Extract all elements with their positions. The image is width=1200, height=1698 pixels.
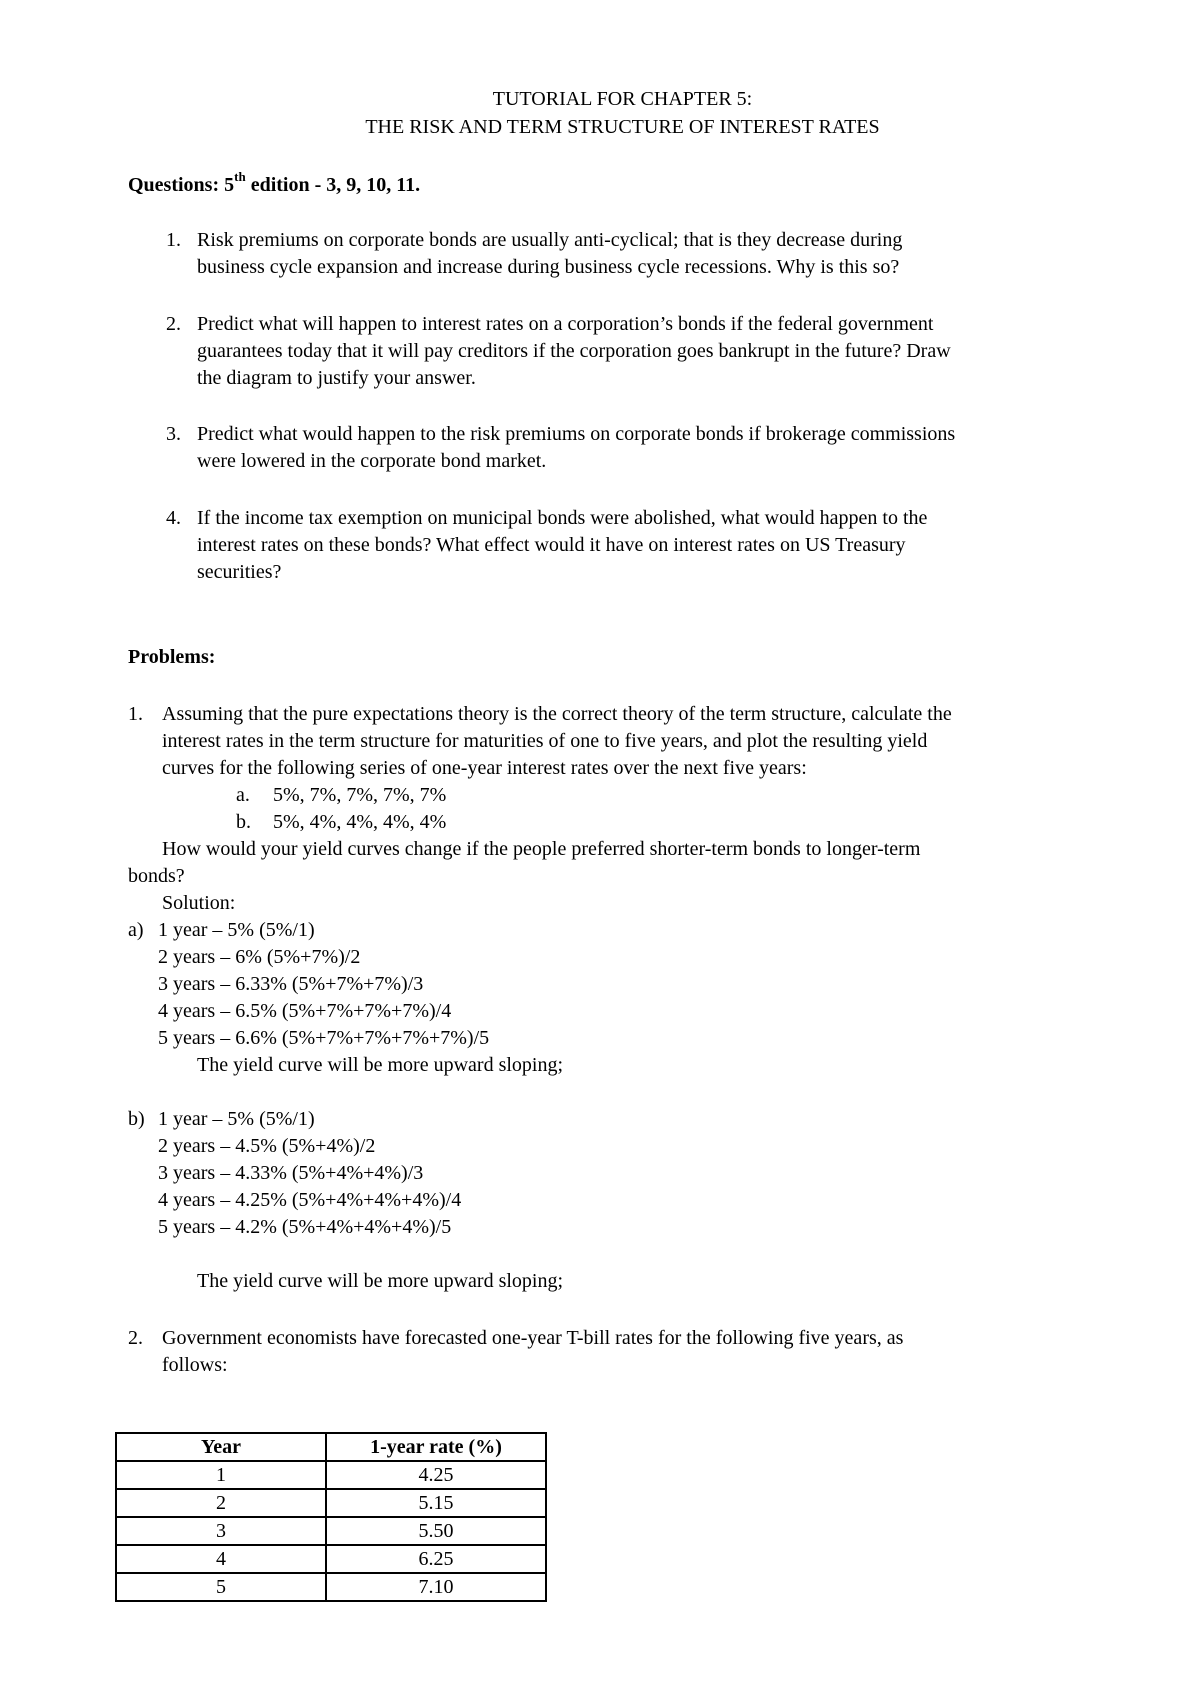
problem-1-sub-b: 5%, 4%, 4%, 4%, 4% [273,811,447,833]
question-3-line-1: Predict what would happen to the risk premiums on corporate bonds if brokerage commissions [197,423,956,445]
table-header-rate: 1-year rate (%) [326,1433,546,1461]
solution-a-label: a) [128,919,144,941]
title-line-1: TUTORIAL FOR CHAPTER 5: [492,88,753,110]
table-row [116,1461,546,1489]
problems-heading: Problems: [128,646,216,668]
table-cell-rate: 5.50 [326,1517,546,1545]
question-1-line-1: Risk premiums on corporate bonds are usually anti-cyclical; that is they decrease during [197,229,903,251]
table-header-year: Year [116,1433,326,1461]
question-3-line-2: were lowered in the corporate bond market. [197,450,547,472]
solution-b-line: 1 year – 5% (5%/1) [158,1108,315,1130]
problem-1-line-3: curves for the following series of one-year interest rates over the next five years: [162,757,807,779]
question-4-line-3: securities? [197,561,282,583]
solution-a-line: 2 years – 6% (5%+7%)/2 [158,946,361,968]
problem-2-line-2: follows: [162,1354,228,1376]
problem-1-line-1: Assuming that the pure expectations theory is the correct theory of the term structure, calculate the [162,703,952,725]
question-3-number: 3. [166,423,181,445]
table-cell-year: 4 [116,1545,326,1573]
table-cell-year: 2 [116,1489,326,1517]
problem-1-sub-b-label: b. [236,811,251,833]
question-2-line-2: guarantees today that it will pay creditors if the corporation goes bankrupt in the future? Draw [197,340,951,362]
question-4-number: 4. [166,507,181,529]
table-row [116,1517,546,1545]
question-2-number: 2. [166,313,181,335]
questions-heading: Questions: 5th edition - 3, 9, 10, 11. [128,169,421,196]
problem-1-question-line-1: How would your yield curves change if the people preferred shorter-term bonds to longer-term [162,838,921,860]
solution-b-line: 5 years – 4.2% (5%+4%+4%+4%)/5 [158,1216,452,1238]
solution-a-note: The yield curve will be more upward sloping; [197,1054,564,1076]
question-4-line-1: If the income tax exemption on municipal bonds were abolished, what would happen to the [197,507,928,529]
table-cell-rate: 5.15 [326,1489,546,1517]
table-cell-year: 1 [116,1461,326,1489]
solution-b-line: 4 years – 4.25% (5%+4%+4%+4%)/4 [158,1189,462,1211]
question-1-line-2: business cycle expansion and increase during business cycle recessions. Why is this so? [197,256,900,278]
problem-2-line-1: Government economists have forecasted one-year T-bill rates for the following five years, as [162,1327,904,1349]
table-header-row [116,1433,546,1461]
solution-a-line: 5 years – 6.6% (5%+7%+7%+7%+7%)/5 [158,1027,490,1049]
table-row [116,1573,546,1601]
problem-1-sub-a: 5%, 7%, 7%, 7%, 7% [273,784,447,806]
question-1-number: 1. [166,229,181,251]
solution-b-line: 2 years – 4.5% (5%+4%)/2 [158,1135,376,1157]
problem-1-number: 1. [128,703,143,725]
solution-b-line: 3 years – 4.33% (5%+4%+4%)/3 [158,1162,424,1184]
solution-a-line: 4 years – 6.5% (5%+7%+7%+7%)/4 [158,1000,452,1022]
t-bill-rates-table [115,1432,547,1602]
question-2-line-1: Predict what will happen to interest rates on a corporation’s bonds if the federal government [197,313,934,335]
problem-1-line-2: interest rates in the term structure for maturities of one to five years, and plot the resulting yield [162,730,928,752]
table-cell-year: 3 [116,1517,326,1545]
table-row [116,1545,546,1573]
table-cell-rate: 6.25 [326,1545,546,1573]
problem-1-question-line-2: bonds? [128,865,185,887]
solution-b-label: b) [128,1108,145,1130]
problem-1-sub-a-label: a. [236,784,250,806]
title-line-2: THE RISK AND TERM STRUCTURE OF INTEREST RATES [365,116,880,138]
solution-a-line: 3 years – 6.33% (5%+7%+7%)/3 [158,973,424,995]
solution-label: Solution: [162,892,236,914]
solution-b-note: The yield curve will be more upward sloping; [197,1270,564,1292]
solution-a-line: 1 year – 5% (5%/1) [158,919,315,941]
table-cell-year: 5 [116,1573,326,1601]
problem-2-number: 2. [128,1327,143,1349]
table-cell-rate: 7.10 [326,1573,546,1601]
table-cell-rate: 4.25 [326,1461,546,1489]
question-4-line-2: interest rates on these bonds? What effect would it have on interest rates on US Treasury [197,534,906,556]
question-2-line-3: the diagram to justify your answer. [197,367,476,389]
table-row [116,1489,546,1517]
